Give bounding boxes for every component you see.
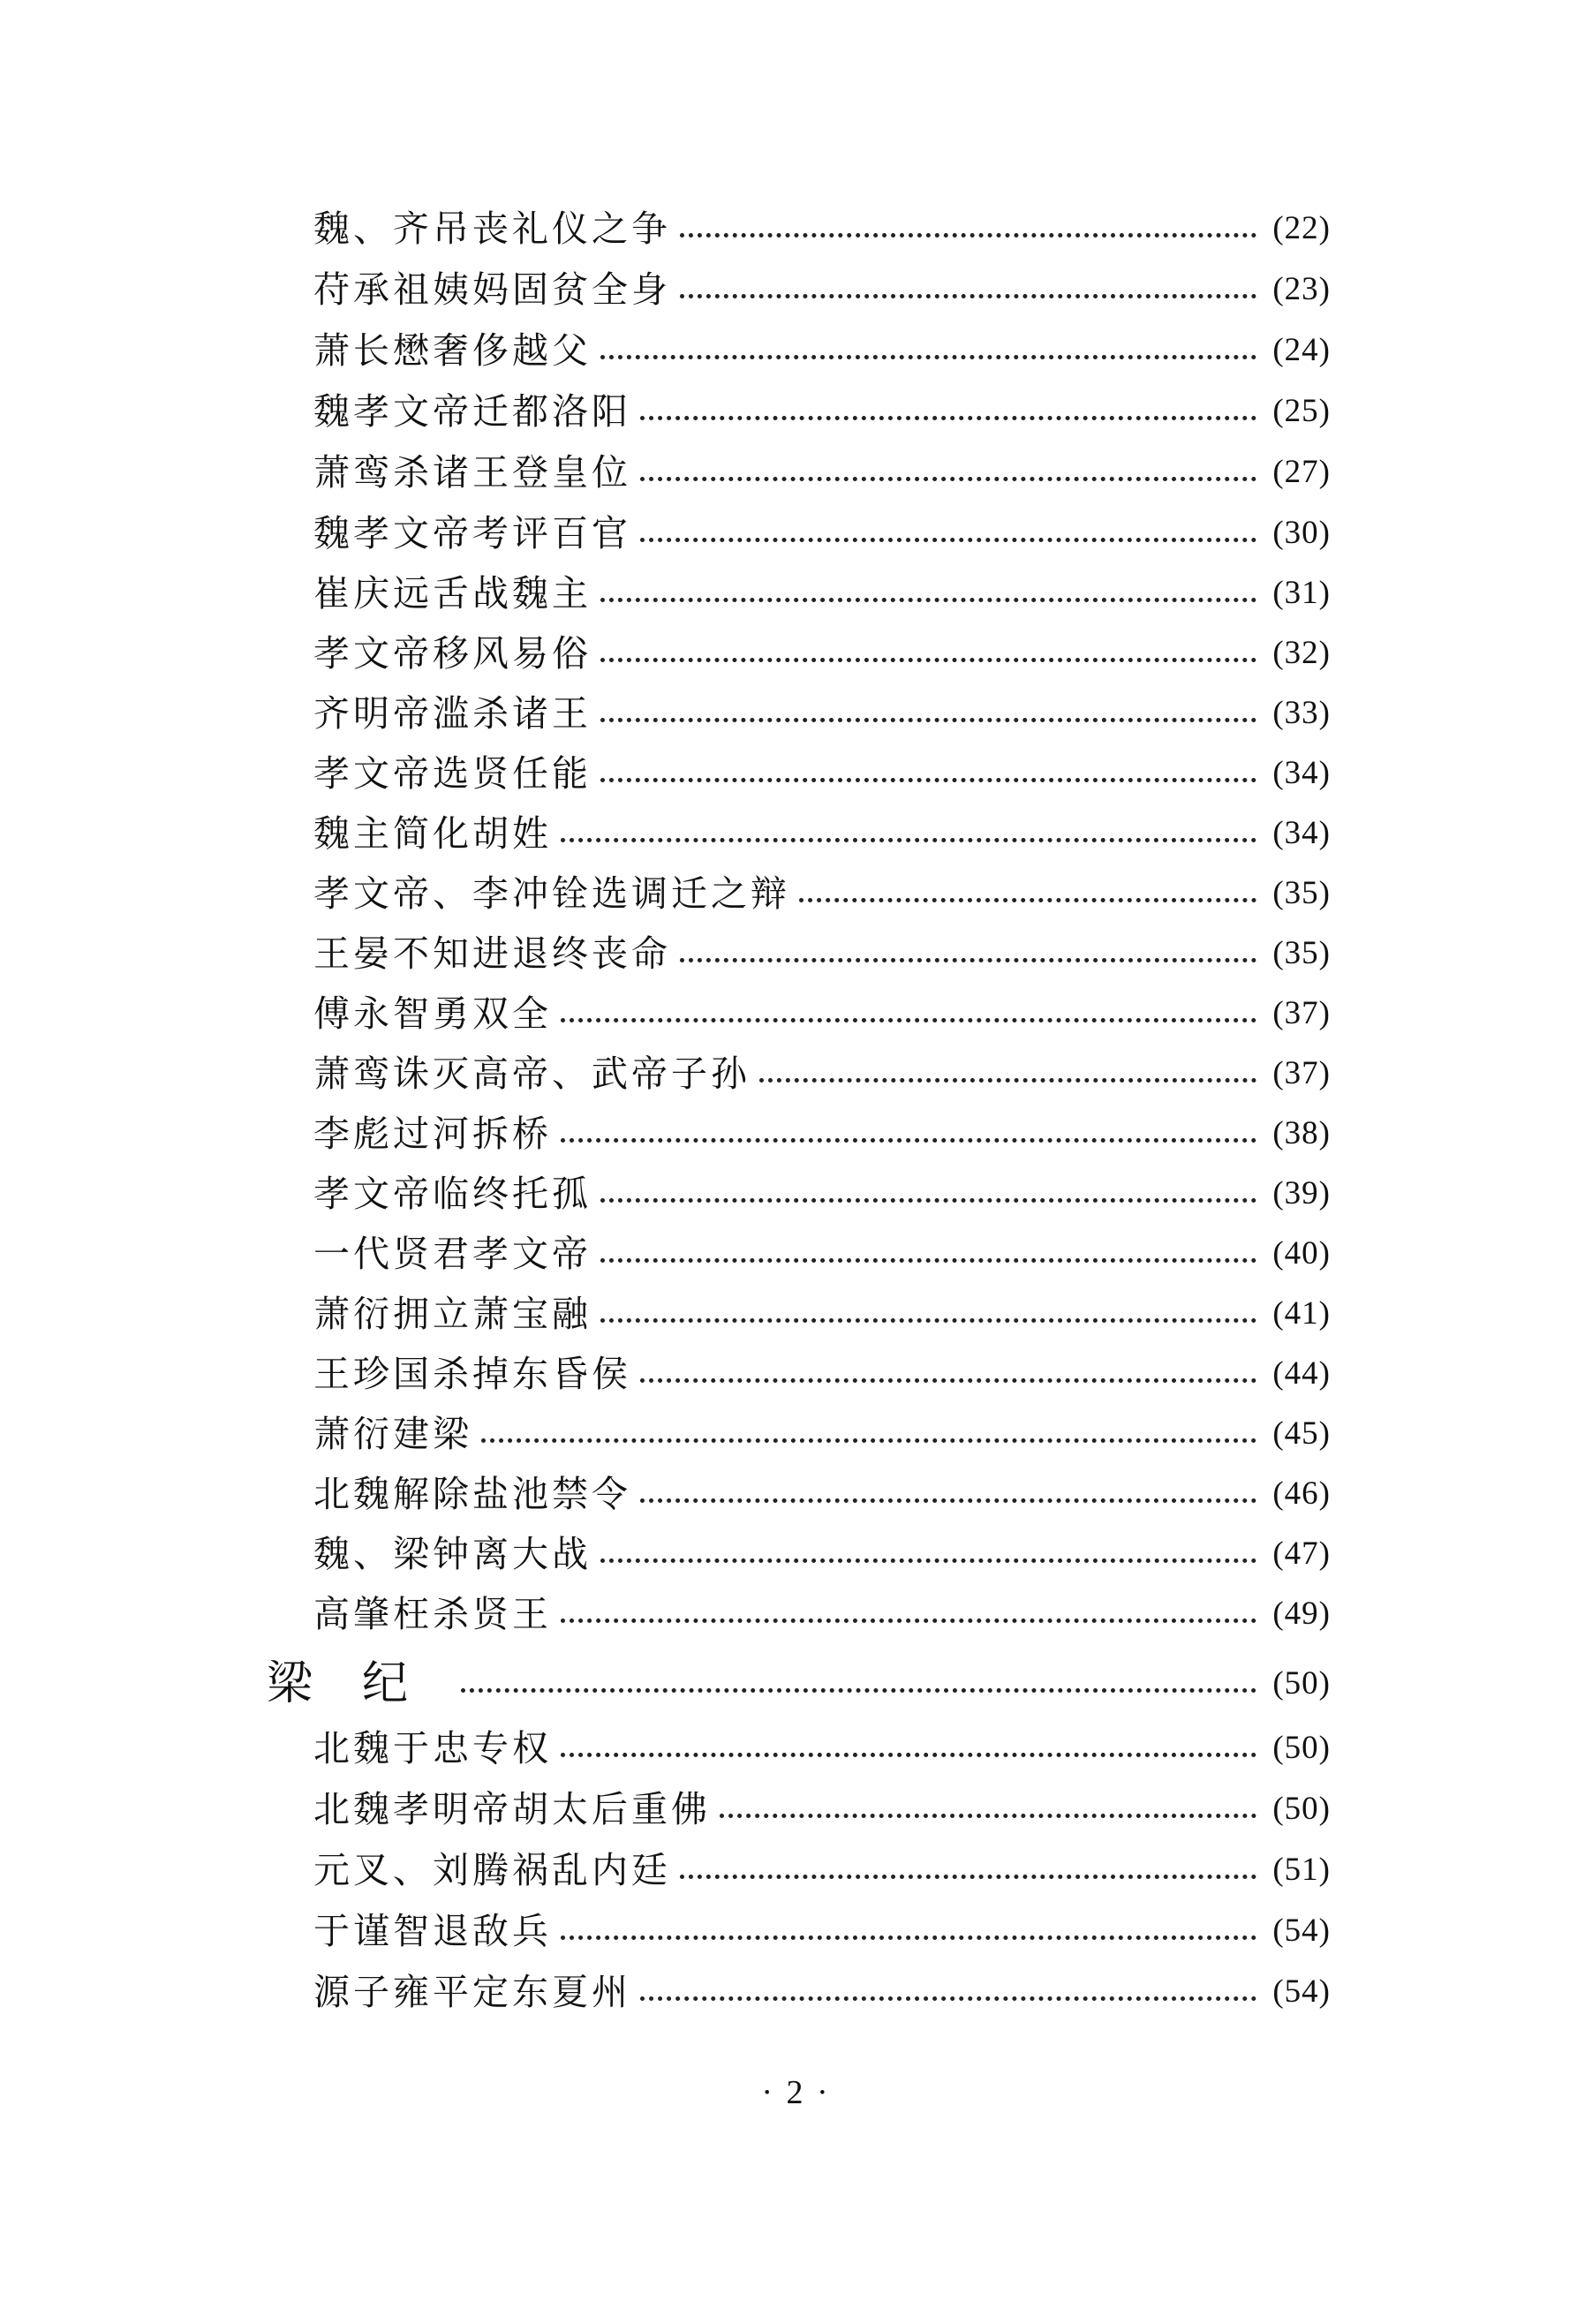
- dot-leader: [759, 1078, 1256, 1083]
- toc-section-heading[interactable]: [267, 1656, 1331, 1711]
- toc-entry-page: (49): [1272, 1596, 1331, 1632]
- toc-entry[interactable]: [313, 746, 1331, 801]
- dot-leader: [799, 898, 1256, 902]
- dot-leader: [600, 778, 1256, 782]
- dot-leader: [640, 1498, 1256, 1503]
- section-title: 梁纪: [267, 1657, 458, 1710]
- toc-entry-title: 萧鸾杀诸王登皇位: [313, 451, 631, 494]
- toc-entry-page: (54): [1272, 1913, 1331, 1949]
- toc-entry-page: (50): [1272, 1730, 1331, 1766]
- toc-entry[interactable]: [313, 626, 1331, 681]
- page-number: · 2 ·: [761, 2074, 831, 2111]
- toc-entry-page: (45): [1272, 1415, 1331, 1452]
- dot-leader: [600, 355, 1256, 359]
- toc-entry[interactable]: [313, 866, 1331, 921]
- toc-entry-title: 苻承祖姨妈固贫全身: [313, 268, 671, 311]
- toc-entry-title: 孝文帝临终托孤: [313, 1173, 592, 1215]
- toc-entry-title: 魏、梁钟离大战: [313, 1533, 592, 1575]
- toc-entry-title: 魏主简化胡姓: [313, 812, 552, 855]
- dot-leader: [600, 718, 1256, 722]
- dot-leader: [600, 1558, 1256, 1563]
- toc-entry-page: (35): [1272, 875, 1331, 911]
- toc-entry[interactable]: [313, 1407, 1331, 1461]
- dot-leader: [600, 1258, 1256, 1263]
- toc-entry-title: 崔庆远舌战魏主: [313, 572, 592, 615]
- toc-entry-title: 王珍国杀掉东昏侯: [313, 1353, 631, 1395]
- toc-entry-page: (54): [1272, 1973, 1331, 2010]
- toc-entry-page: (38): [1272, 1115, 1331, 1151]
- dot-leader: [640, 538, 1256, 542]
- toc-entry-title: 萧衍拥立萧宝融: [313, 1293, 592, 1335]
- toc-entry[interactable]: [313, 926, 1331, 981]
- toc-entry-title: 萧长懋奢侈越父: [313, 329, 592, 372]
- toc-entry-title: 齐明帝滥杀诸王: [313, 692, 592, 735]
- toc-entry-page: (44): [1272, 1355, 1331, 1392]
- toc-entry-title: 萧鸾诛灭高帝、武帝子孙: [313, 1053, 751, 1095]
- dot-leader: [561, 838, 1256, 842]
- toc-entry[interactable]: [313, 1046, 1331, 1101]
- toc-entry[interactable]: [313, 201, 1331, 256]
- toc-entry-page: (33): [1272, 695, 1331, 731]
- toc-entry[interactable]: [313, 986, 1331, 1041]
- toc-entry[interactable]: [313, 1527, 1331, 1581]
- toc-entry[interactable]: [313, 1721, 1331, 1776]
- toc-entry[interactable]: [313, 1467, 1331, 1521]
- toc-entry[interactable]: [313, 1347, 1331, 1401]
- toc-entry-title: 傅永智勇双全: [313, 992, 552, 1035]
- toc-entry-title: 魏、齐吊丧礼仪之争: [313, 208, 671, 250]
- toc-entry-page: (24): [1272, 332, 1331, 368]
- toc-entry-title: 孝文帝、李冲铨选调迁之辩: [313, 872, 790, 915]
- dot-leader: [680, 233, 1256, 238]
- dot-leader: [680, 294, 1256, 298]
- toc-entry-title: 王晏不知进退终丧命: [313, 932, 671, 975]
- toc-entry-page: (46): [1272, 1475, 1331, 1512]
- toc-entry[interactable]: [313, 1904, 1331, 1958]
- toc-entry-title: 源子雍平定东夏州: [313, 1971, 631, 2013]
- toc-entry[interactable]: [313, 506, 1331, 561]
- toc-entry-title: 李彪过河拆桥: [313, 1113, 552, 1155]
- dot-leader: [680, 1875, 1256, 1879]
- dot-leader: [720, 1814, 1256, 1818]
- dot-leader: [561, 1618, 1256, 1623]
- dot-leader: [640, 1996, 1256, 2001]
- toc-entry-title: 孝文帝移风易俗: [313, 632, 592, 675]
- toc-entry[interactable]: [313, 1965, 1331, 2019]
- toc-entry-title: 北魏孝明帝胡太后重佛: [313, 1788, 711, 1830]
- toc-entry[interactable]: [313, 806, 1331, 861]
- toc-entry-page: (34): [1272, 815, 1331, 851]
- toc-entry[interactable]: [313, 1843, 1331, 1898]
- dot-leader: [600, 658, 1256, 662]
- toc-entry[interactable]: [313, 1226, 1331, 1281]
- toc-entry[interactable]: [313, 445, 1331, 500]
- toc-entry[interactable]: [313, 262, 1331, 317]
- toc-entry-page: (50): [1272, 1791, 1331, 1827]
- dot-leader: [680, 958, 1256, 962]
- toc-entry-title: 元叉、刘腾祸乱内廷: [313, 1849, 671, 1891]
- dot-leader: [600, 1318, 1256, 1323]
- toc-entry-page: (31): [1272, 575, 1331, 611]
- toc-entry-title: 魏孝文帝考评百官: [313, 512, 631, 555]
- toc-entry-page: (40): [1272, 1235, 1331, 1271]
- toc-entry-page: (41): [1272, 1295, 1331, 1332]
- toc-entry-title: 魏孝文帝迁都洛阳: [313, 390, 631, 433]
- toc-entry[interactable]: [313, 1286, 1331, 1341]
- dot-leader: [640, 1378, 1256, 1383]
- toc-entry-page: (22): [1272, 210, 1331, 246]
- toc-entry-page: (37): [1272, 995, 1331, 1031]
- dot-leader: [561, 1138, 1256, 1143]
- toc-entry-page: (47): [1272, 1536, 1331, 1572]
- dot-leader: [640, 477, 1256, 481]
- toc-entry-title: 北魏解除盐池禁令: [313, 1473, 631, 1515]
- toc-entry[interactable]: [313, 1782, 1331, 1837]
- dot-leader: [600, 1198, 1256, 1203]
- toc-entry[interactable]: [313, 566, 1331, 621]
- toc-entry[interactable]: [313, 384, 1331, 439]
- dot-leader: [640, 416, 1256, 420]
- toc-entry-title: 北魏于忠专权: [313, 1727, 552, 1769]
- toc-entry-page: (34): [1272, 755, 1331, 791]
- toc-entry-title: 萧衍建梁: [313, 1413, 472, 1455]
- toc-entry-page: (27): [1272, 454, 1331, 490]
- toc-entry-page: (23): [1272, 271, 1331, 307]
- dot-leader: [561, 1018, 1256, 1022]
- toc-entry-title: 孝文帝选贤任能: [313, 752, 592, 795]
- toc-entry-page: (30): [1272, 515, 1331, 551]
- toc-entry-title: 高肇枉杀贤王: [313, 1593, 552, 1635]
- section-page: (50): [1272, 1665, 1331, 1702]
- dot-leader: [461, 1688, 1256, 1693]
- toc-entry[interactable]: [313, 1166, 1331, 1221]
- toc-entry[interactable]: [313, 323, 1331, 378]
- toc-entry[interactable]: [313, 686, 1331, 741]
- toc-entry[interactable]: [313, 1587, 1331, 1641]
- dot-leader: [600, 598, 1256, 602]
- toc-entry-page: (25): [1272, 393, 1331, 429]
- toc-entry-page: (35): [1272, 935, 1331, 971]
- toc-entry-page: (51): [1272, 1852, 1331, 1888]
- dot-leader: [561, 1935, 1256, 1940]
- toc-entry-page: (37): [1272, 1055, 1331, 1091]
- toc-entry-page: (39): [1272, 1175, 1331, 1211]
- toc-entry[interactable]: [313, 1106, 1331, 1161]
- toc-entry-page: (32): [1272, 635, 1331, 671]
- toc-entry-title: 一代贤君孝文帝: [313, 1233, 592, 1275]
- dot-leader: [481, 1438, 1256, 1443]
- dot-leader: [561, 1753, 1256, 1757]
- toc-entry-title: 于谨智退敌兵: [313, 1910, 552, 1952]
